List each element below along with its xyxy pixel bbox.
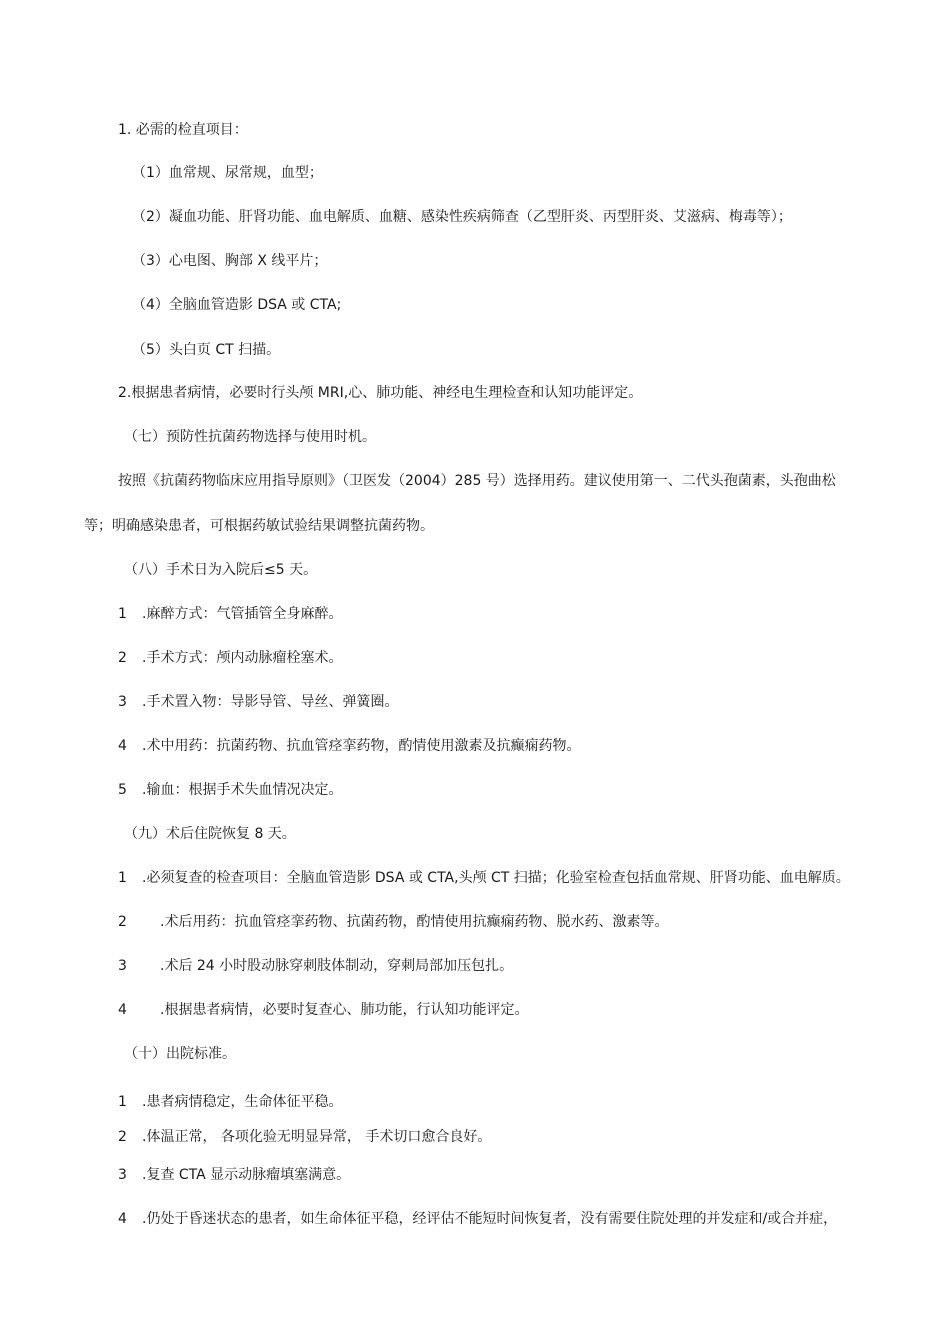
section-heading-9: （九）术后住院恢复 8 天。 [124, 826, 296, 842]
list-text: .术后 24 小时股动脉穿刺肢体制动，穿刺局部加压包扎。 [160, 958, 514, 974]
list-text: .手术置入物：导影导管、导丝、弹簧圈。 [142, 694, 399, 710]
list-item [118, 869, 850, 887]
list-number: 4 [118, 1002, 127, 1018]
list-item [118, 605, 342, 623]
list-number: 1 [118, 606, 127, 622]
list-item [118, 1166, 350, 1184]
sub-item-2: （2）凝血功能、肝肾功能、血电解质、血糖、感染性疾病筛查（乙型肝炎、丙型肝炎、艾滋病、梅毒等）； [132, 209, 792, 225]
list-item [118, 1093, 342, 1111]
list-item [118, 737, 580, 755]
list-number: 1 [118, 1094, 127, 1110]
list-item [118, 649, 342, 667]
list-number: 1 [118, 870, 127, 886]
list-item [118, 781, 342, 799]
sub-item-1: （1）血常规、尿常规，血型； [132, 165, 323, 181]
list-text: .患者病情稳定，生命体征平稳。 [142, 1094, 343, 1110]
sub-item-5: （5）头白页 CT 扫描。 [132, 342, 281, 358]
list-number: 3 [118, 1167, 127, 1183]
list-number: 2 [118, 914, 127, 930]
list-number: 2 [118, 1129, 127, 1145]
list-number: 5 [118, 782, 127, 798]
section-heading-8: （八）手术日为入院后≤5 天。 [124, 562, 318, 578]
list-text: .仍处于昏迷状态的患者，如生命体征平稳，经评估不能短时间恢复者，没有需要住院处理的并发症和/或合并症， [142, 1211, 838, 1227]
list-item [118, 693, 398, 711]
list-number: 2 [118, 650, 127, 666]
section-item-1: 1. 必需的检直项目： [118, 122, 248, 138]
list-text: .术中用药：抗菌药物、抗血管痉挛药物，酌情使用激素及抗癫痫药物。 [142, 738, 581, 754]
paragraph-line-1: 按照《抗菌药物临床应用指导原则》（卫医发（2004）285 号）选择用药。建议使用第一、二代头孢菌素，头孢曲松 [118, 473, 836, 489]
list-text: .根据患者病情，必要时复查心、肺功能，行认知功能评定。 [160, 1002, 529, 1018]
paragraph-line-2: 等；明确感染患者，可根据药敏试验结果调整抗菌药物。 [84, 518, 434, 534]
section-heading-7: （七）预防性抗菌药物选择与使用时机。 [124, 429, 376, 445]
sub-item-4: （4）全脑血管造影 DSA 或 CTA; [132, 297, 342, 313]
list-text: .术后用药：抗血管痉挛药物、抗菌药物，酌情使用抗癫痫药物、脱水药、激素等。 [160, 914, 669, 930]
sub-item-3: （3）心电图、胸部 X 线平片； [132, 253, 328, 269]
list-item [118, 913, 668, 931]
list-text: .手术方式：颅内动脉瘤栓塞术。 [142, 650, 343, 666]
list-text: .必须复查的检查项目：全脑血管造影 DSA 或 CTA,头颅 CT 扫描；化验室检查包括血常规、肝肾功能、血电解质。 [142, 870, 850, 886]
list-text: .麻醉方式：气管插管全身麻醉。 [142, 606, 343, 622]
list-number: 4 [118, 738, 127, 754]
section-item-2: 2.根据患者病情，必要时行头颅 MRI,心、肺功能、神经电生理检查和认知功能评定。 [118, 385, 643, 401]
list-text: .输血：根据手术失血情况决定。 [142, 782, 343, 798]
list-number: 3 [118, 958, 127, 974]
list-item [118, 1210, 837, 1228]
section-heading-10: （十）出院标准。 [124, 1046, 236, 1062]
list-item [118, 1001, 528, 1019]
list-number: 3 [118, 694, 127, 710]
list-text: .体温正常， 各项化验无明显异常， 手术切口愈合良好。 [142, 1129, 492, 1145]
list-number: 4 [118, 1211, 127, 1227]
list-item [118, 1128, 491, 1146]
list-text: .复查 CTA 显示动脉瘤填塞满意。 [142, 1167, 351, 1183]
list-item [118, 957, 513, 975]
